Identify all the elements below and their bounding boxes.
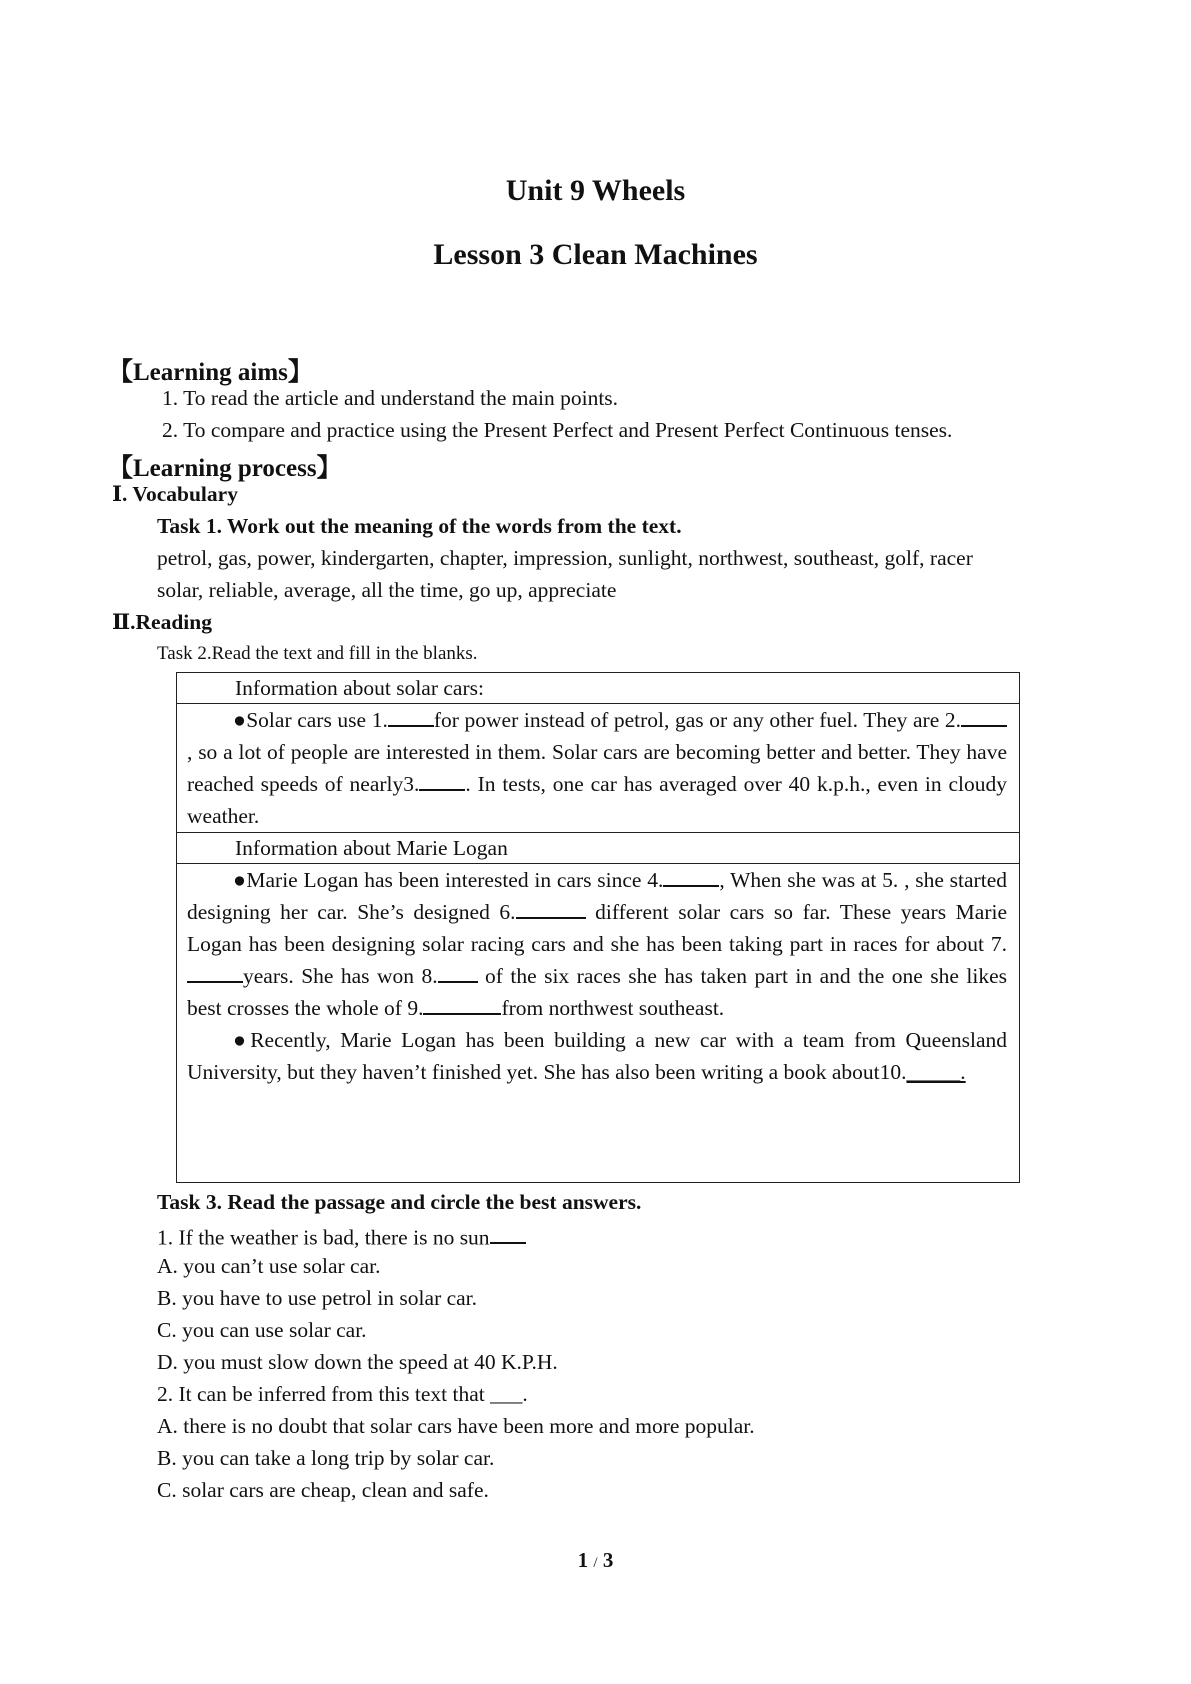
info-table: [176, 672, 1020, 1183]
task2-instruction: Task 2.Read the text and fill in the blanks.: [157, 643, 478, 664]
vocabulary-heading: Ⅰ. Vocabulary: [112, 482, 238, 506]
blank-8: [438, 961, 478, 983]
q2-option-c: C. solar cars are cheap, clean and safe.: [157, 1478, 489, 1502]
task3-instruction: Task 3. Read the passage and circle the best answers.: [157, 1190, 642, 1214]
aim-item-1: 1. To read the article and understand the main points.: [162, 386, 619, 410]
vocab-line-2: solar, reliable, average, all the time, go up, appreciate: [157, 578, 617, 602]
learning-process-heading: 【Learning process】: [108, 455, 342, 482]
question-1-blank: [490, 1222, 526, 1244]
blank-10: _____.: [906, 1060, 966, 1084]
q1-option-d: D. you must slow down the speed at 40 K.P.H.: [157, 1350, 558, 1374]
table-row: [177, 704, 1020, 833]
blank-6: [516, 897, 586, 919]
q1-option-c: C. you can use solar car.: [157, 1318, 367, 1342]
marie-logan-paragraph-2: ●Recently, Marie Logan has been building a new car with a team from Queensland University, but they haven’t finished yet. She has also been writing a book about10._____.: [187, 1028, 1007, 1084]
unit-title: Unit 9 Wheels: [505, 174, 686, 207]
question-2: 2. It can be inferred from this text that ___.: [157, 1382, 528, 1406]
table-row: [177, 673, 1020, 704]
vocab-line-1: petrol, gas, power, kindergarten, chapter, impression, sunlight, northwest, southeast, golf, racer: [157, 546, 973, 570]
blank-7: [187, 961, 243, 983]
blank-2: [961, 705, 1007, 727]
marie-logan-header: Information about Marie Logan: [177, 833, 1020, 864]
table-row: [177, 864, 1020, 1183]
blank-1: [388, 705, 434, 727]
solar-cars-header: Information about solar cars:: [177, 673, 1020, 704]
task1-instruction: Task 1. Work out the meaning of the words from the text.: [157, 514, 682, 538]
solar-cars-paragraph: ●Solar cars use 1. for power instead of petrol, gas or any other fuel. They are 2., so a lot of people are interested in them. Solar cars are becoming better and better. They have reached speeds of nearly3. . In tests, one car has averaged over 40 k.p.h., even in cloudy weather.: [187, 704, 1007, 832]
q1-option-b: B. you have to use petrol in solar car.: [157, 1286, 478, 1310]
q2-option-a: A. there is no doubt that solar cars have been more and more popular.: [157, 1414, 755, 1438]
marie-logan-paragraph-1: ●Marie Logan has been interested in cars since 4. , When she was at 5. , she started designing her car. She’s designed 6. different solar cars so far. These years Marie Logan has been designing solar racing cars and she has been taking part in races for about 7.years. She has won 8. of the six races she has taken part in and the one she likes best crosses the whole of 9. from northwest southeast.: [187, 864, 1007, 1024]
learning-aims-heading: 【Learning aims】: [108, 359, 313, 386]
q1-option-a: A. you can’t use solar car.: [157, 1254, 381, 1278]
lesson-title: Lesson 3 Clean Machines: [433, 238, 758, 271]
blank-3: [419, 769, 465, 791]
blank-9: [423, 993, 501, 1015]
question-1: 1. If the weather is bad, there is no sun: [157, 1222, 526, 1250]
aim-item-2: 2. To compare and practice using the Present Perfect and Present Perfect Continuous tenses.: [162, 418, 953, 442]
table-row: [177, 833, 1020, 864]
q2-option-b: B. you can take a long trip by solar car.: [157, 1446, 495, 1470]
blank-4: [663, 865, 719, 887]
reading-heading: Ⅱ.Reading: [112, 610, 212, 634]
page-number: 1 / 3: [577, 1548, 614, 1572]
